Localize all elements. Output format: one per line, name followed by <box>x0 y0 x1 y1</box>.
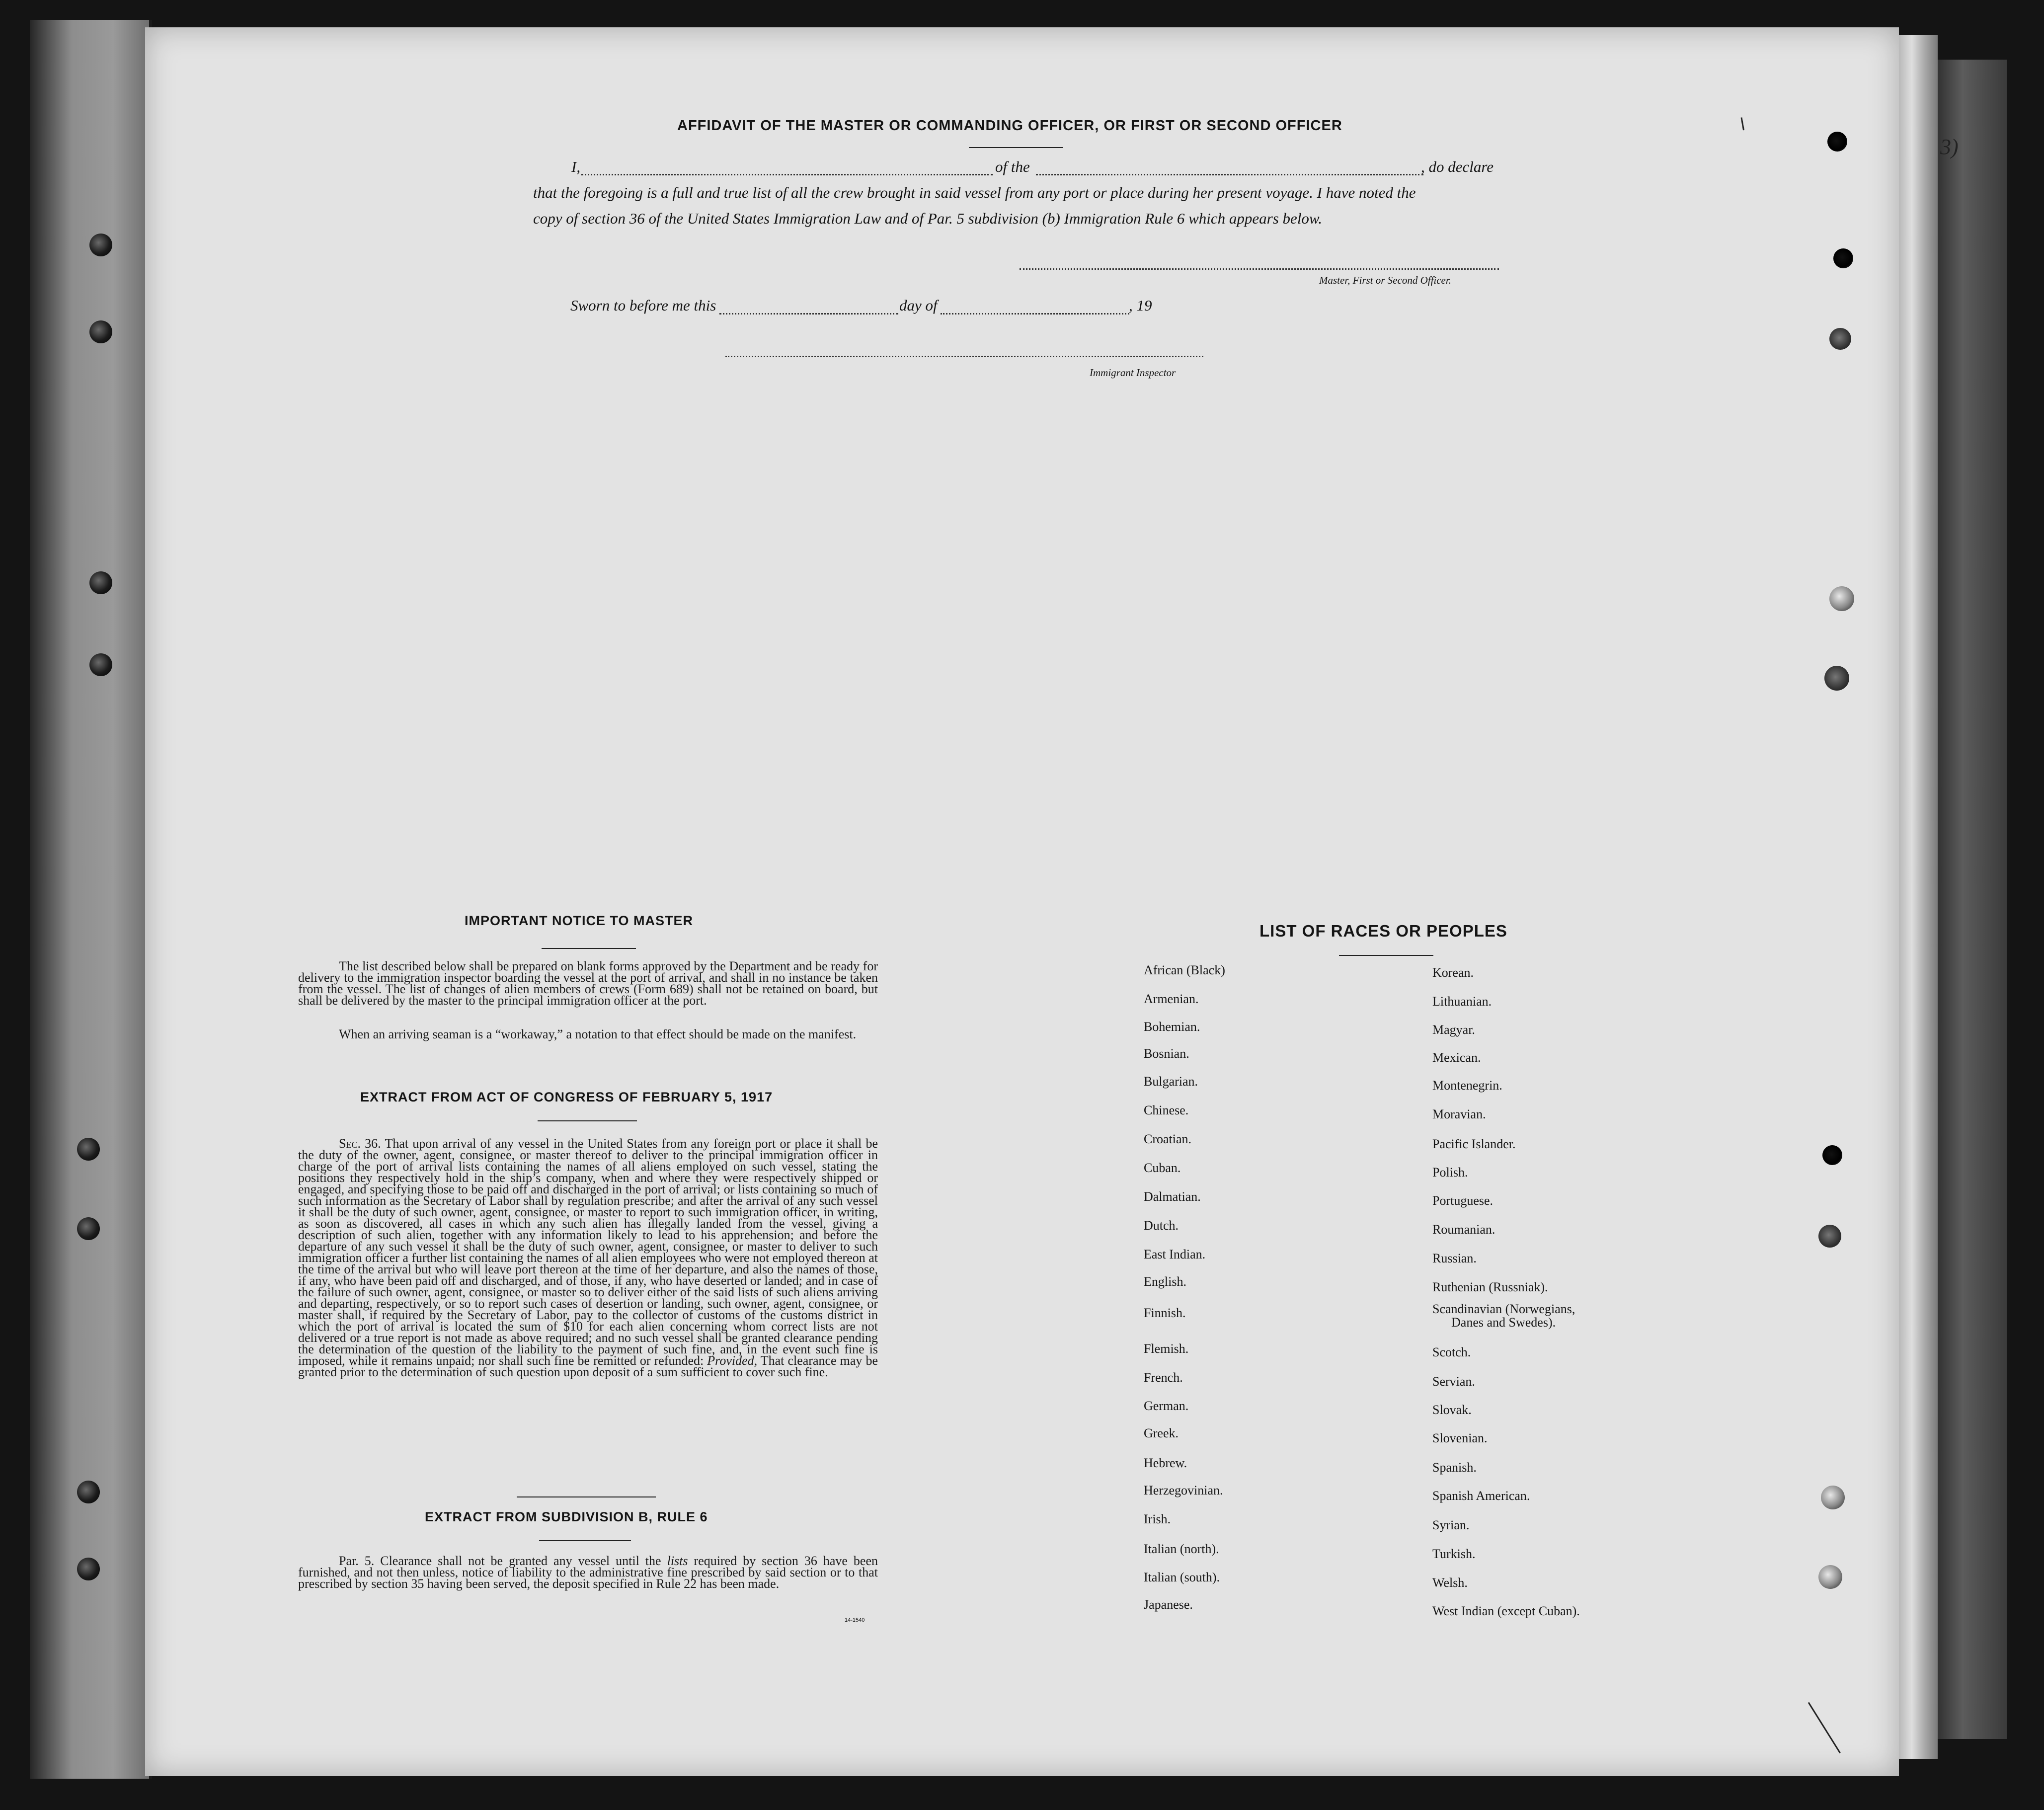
margin-handwritten-mark: 3) <box>1940 135 1959 159</box>
races-title: LIST OF RACES OR PEOPLES <box>1259 922 1507 940</box>
race-item: Cuban. <box>1144 1161 1181 1175</box>
race-item: Scotch. <box>1432 1345 1471 1359</box>
race-item: West Indian (except Cuban). <box>1432 1604 1580 1618</box>
race-item: Moravian. <box>1432 1107 1486 1121</box>
extract-rule-rule <box>539 1540 631 1541</box>
binder-hole-icon <box>1818 1565 1842 1589</box>
race-item: Welsh. <box>1432 1575 1468 1590</box>
race-item: Magyar. <box>1432 1023 1475 1037</box>
binder-hole-icon <box>1818 1225 1841 1248</box>
race-item: English. <box>1144 1274 1186 1289</box>
manifest-page <box>145 27 1899 1776</box>
binder-hole-icon <box>1829 328 1851 350</box>
inspector-label: Immigrant Inspector <box>1090 367 1176 379</box>
sworn-day-field[interactable] <box>719 313 898 315</box>
binder-hole-icon <box>89 571 112 594</box>
race-item: Italian (south). <box>1144 1570 1220 1584</box>
binder-hole-icon <box>1821 1486 1845 1509</box>
binder-hole-icon <box>1822 1145 1842 1165</box>
affiant-prefix: I, <box>571 158 581 175</box>
sworn-month-field[interactable] <box>941 313 1129 315</box>
inspector-signature-field[interactable] <box>725 356 1203 357</box>
race-item: Greek. <box>1144 1426 1179 1440</box>
year-prefix: , 19 <box>1129 297 1152 314</box>
title-rule <box>969 147 1063 148</box>
race-item: Hebrew. <box>1144 1456 1187 1470</box>
race-item: Russian. <box>1432 1251 1477 1265</box>
race-item: Syrian. <box>1432 1518 1470 1532</box>
extract-act-title: EXTRACT FROM ACT OF CONGRESS OF FEBRUARY 5, 1917 <box>360 1090 773 1104</box>
affidavit-line-2: that the foregoing is a full and true list of all the crew brought in said vessel from any port or place during her present voyage. I have noted the <box>533 184 1416 201</box>
sec-36-body: That upon arrival of any vessel in the United States from any foreign port or place it shall be the duty of the owner, agent, consignee, or master thereof to deliver to the principal immigration officer in charge of the port of arrival lists containing the names of all aliens employed on such vessel, stating the positions they respectively hold in the ship’s company, when and where they were respectively shipped or engaged, and specifying those to be paid off and discharged in the port of arrival; or lists containing so much of such information as the Secretary of Labor shall by regulation prescribe; and after the arrival of any such vessel it shall be the duty of such owner, agent, consignee, or master to report to such immigration officer, in writing, as soon as discovered, all cases in which any such alien has illegally landed from the vessel, giving a description of such alien, together with any information likely to lead to his apprehension; and before the departure of any such vessel it shall be the duty of such owner, agent, consignee, or master to deliver to such immigration officer a further list containing the names of all alien employees who were not employed thereon at the time of the arrival but who will leave port thereon at the time of her departure, and also the names of those, if any, who have been paid off and discharged, and of those, if any, who have deserted or landed; and in case of the failure of such owner, agent, consignee, or master so to deliver either of the said lists of such aliens arriving and departing, respectively, or so to report such cases of desertion or landing, such owner, agent, consignee, or master shall, if required by the Secretary of Labor, pay to the collector of customs of the customs district in which the port of arrival is located the sum of $10 for each alien concerning whom correct lists are not delivered or a true report is not made as above required; and no such vessel shall be granted clearance pending the determination of the question of the liability to the payment of such fine, and, in the event such fine is imposed, while it remains unpaid; nor shall such fine be remitted or refunded: <box>298 1136 878 1368</box>
cover-edge <box>1933 60 2007 1739</box>
vessel-name-field[interactable] <box>1036 174 1423 175</box>
extract-rule-title: EXTRACT FROM SUBDIVISION B, RULE 6 <box>425 1509 708 1524</box>
race-item: African (Black) <box>1144 963 1225 977</box>
race-item: Portuguese. <box>1432 1193 1494 1208</box>
par-5-before: Par. 5. Clearance shall not be granted any vessel until the <box>339 1554 661 1568</box>
affiant-name-field[interactable] <box>581 174 993 175</box>
master-signature-field[interactable] <box>1020 268 1499 270</box>
race-item: German. <box>1144 1399 1189 1413</box>
race-item: Korean. <box>1432 965 1474 980</box>
sec-36-label: Sec. 36. <box>339 1136 381 1151</box>
binder-hole-icon <box>77 1558 100 1580</box>
race-item: Slovak. <box>1432 1403 1472 1417</box>
affidavit-line-3: copy of section 36 of the United States Immigration Law and of Par. 5 subdivision (b) Immigration Rule 6 which appears below. <box>533 210 1323 227</box>
race-item: Ruthenian (Russniak). <box>1432 1280 1548 1294</box>
binder-hole-icon <box>89 320 112 343</box>
race-item: Dutch. <box>1144 1218 1179 1233</box>
binder-hole-icon <box>1827 132 1847 152</box>
race-item: Irish. <box>1144 1512 1171 1526</box>
race-item: Mexican. <box>1432 1050 1481 1065</box>
race-item: Chinese. <box>1144 1103 1189 1117</box>
binder-hole-icon <box>1824 666 1849 691</box>
race-item: Roumanian. <box>1432 1222 1495 1237</box>
race-item: Finnish. <box>1144 1306 1186 1320</box>
race-item: Danes and Swedes). <box>1451 1315 1556 1330</box>
par-5-after: required by section 36 have been furnished, and not then unless, notice of liability to the administrative fine prescribed by said section or to that prescribed by section 35 having been served, the deposit specified in Rule 22 has been made. <box>298 1554 878 1591</box>
extract-act-rule <box>538 1120 637 1121</box>
race-item: Lithuanian. <box>1432 994 1492 1009</box>
race-item: Slovenian. <box>1432 1431 1488 1445</box>
races-rule <box>1339 955 1433 956</box>
lists-word: lists <box>667 1554 688 1568</box>
race-item: Japanese. <box>1144 1597 1193 1612</box>
do-declare-label: , do declare <box>1421 158 1494 175</box>
extract-rule-top-rule <box>517 1496 656 1497</box>
day-of-label: day of <box>899 297 938 314</box>
race-item: Spanish. <box>1432 1460 1477 1475</box>
race-item: Bohemian. <box>1144 1020 1200 1034</box>
sworn-prefix: Sworn to before me this <box>570 297 716 314</box>
race-item: Turkish. <box>1432 1547 1476 1561</box>
of-the-label: of the <box>995 158 1030 175</box>
race-item: Montenegrin. <box>1432 1078 1502 1093</box>
form-number: 14-1540 <box>845 1617 865 1623</box>
notice-rule <box>542 948 636 949</box>
binder-edge <box>30 20 152 1779</box>
binder-hole-icon <box>77 1138 100 1161</box>
binder-hole-icon <box>89 653 112 676</box>
race-item: Pacific Islander. <box>1432 1137 1516 1151</box>
binder-hole-icon <box>89 234 112 256</box>
important-notice-title: IMPORTANT NOTICE TO MASTER <box>465 913 693 928</box>
race-item: Dalmatian. <box>1144 1189 1201 1204</box>
section-36-text <box>298 1138 878 1378</box>
notice-paragraph-1: The list described below shall be prepared on blank forms approved by the Department and be ready for delivery to the immigration inspector boarding the vessel at the port of arrival, and shall in no instance be taken from the vessel. The list of changes of alien members of crews (Form 689) shall not be retained on board, but shall be delivered by the master to the principal immigration officer at the port. <box>298 959 878 1008</box>
race-item: East Indian. <box>1144 1247 1206 1261</box>
race-item: Spanish American. <box>1432 1489 1530 1503</box>
race-item: Herzegovinian. <box>1144 1483 1223 1497</box>
race-item: French. <box>1144 1370 1183 1385</box>
race-item: Bulgarian. <box>1144 1074 1198 1089</box>
race-item: Bosnian. <box>1144 1046 1189 1061</box>
affidavit-title: AFFIDAVIT OF THE MASTER OR COMMANDING OFFICER, OR FIRST OR SECOND OFFICER <box>677 118 1342 134</box>
provided-text: That clearance may be granted prior to the determination of such question upon deposit of a sum sufficient to cover such fine. <box>298 1353 878 1379</box>
race-item: Armenian. <box>1144 992 1199 1006</box>
race-item: Polish. <box>1432 1165 1468 1180</box>
race-item: Croatian. <box>1144 1132 1192 1146</box>
par-5-text <box>298 1555 878 1589</box>
race-item: Italian (north). <box>1144 1542 1219 1556</box>
race-item: Scandinavian (Norwegians, <box>1432 1302 1575 1316</box>
binder-hole-icon <box>1829 586 1854 611</box>
binder-hole-icon <box>77 1481 100 1503</box>
race-item: Flemish. <box>1144 1341 1189 1356</box>
binder-hole-icon <box>77 1217 100 1240</box>
race-item: Servian. <box>1432 1374 1475 1389</box>
notice-paragraph-2: When an arriving seaman is a “workaway,” a notation to that effect should be made on the manifest. <box>339 1027 857 1041</box>
signature-label: Master, First or Second Officer. <box>1319 274 1451 286</box>
binder-hole-icon <box>1833 248 1853 268</box>
provided-label: Provided, <box>707 1353 758 1368</box>
